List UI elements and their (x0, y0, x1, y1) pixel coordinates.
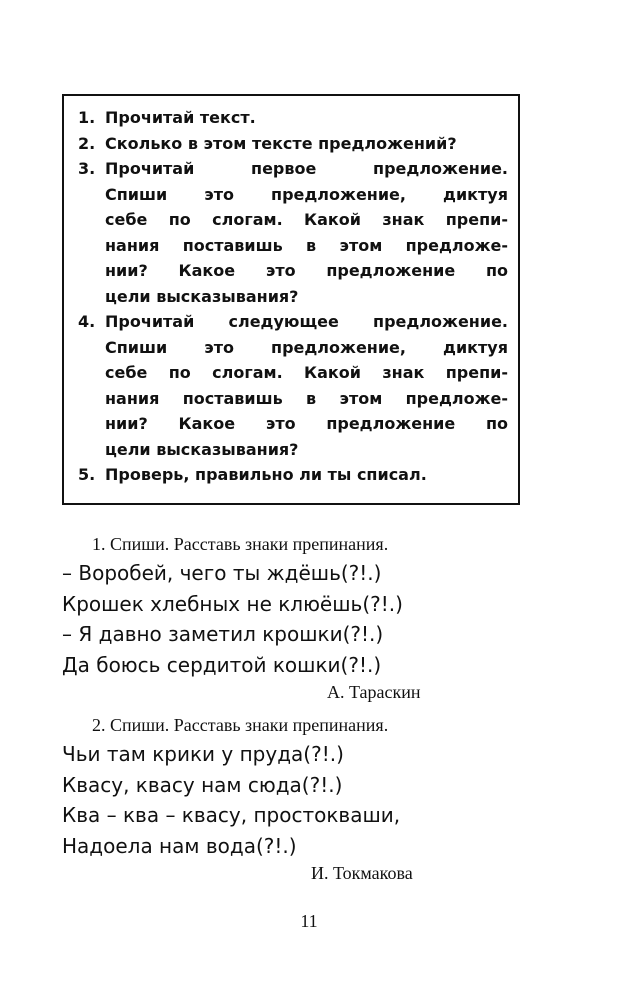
instruction-line: Спиши это предложение, диктуя (105, 184, 508, 204)
poem-line: – Воробей, чего ты ждёшь(?!.) (62, 561, 382, 585)
instruction-line: Сколько в этом тексте предложений? (105, 133, 457, 153)
poem-line: Да боюсь сердитой кошки(?!.) (62, 652, 382, 677)
poem-line: Квасу, квасу нам сюда(?!.) (62, 772, 343, 797)
instruction-item (78, 462, 508, 488)
instruction-line: Спиши это предложение, диктуя (105, 337, 508, 357)
instruction-line: Прочитай следующее предложение. (105, 312, 508, 331)
exercise-title: 2. Спиши. Расставь знаки препинания. (92, 715, 389, 735)
poem-line: Надоела нам вода(?!.) (62, 833, 297, 858)
poem-line: Ква – ква – квасу, простокваши, (62, 803, 401, 827)
instruction-line: цели высказывания? (105, 439, 299, 459)
instruction-number: 4. (78, 312, 96, 331)
poem-line: Крошек хлебных не клюёшь(?!.) (62, 591, 403, 616)
instruction-line: нания поставишь в этом предложе- (105, 388, 508, 408)
exercise-title: 1. Спиши. Расставь знаки препинания. (92, 534, 389, 554)
instruction-line: нии? Какое это предложение по (105, 261, 508, 280)
instruction-line: Проверь, правильно ли ты списал. (105, 465, 427, 484)
poem-line: – Я давно заметил крошки(?!.) (62, 622, 384, 646)
poem-author: А. Тараскин (327, 682, 421, 702)
poem-author: И. Токмакова (311, 863, 413, 883)
instruction-item (78, 105, 508, 131)
poem (62, 558, 403, 680)
poem-line: Чьи там крики у пруда(?!.) (62, 742, 344, 766)
instruction-item (78, 131, 508, 157)
instruction-number: 2. (78, 133, 96, 153)
instructions-list (78, 105, 508, 488)
page-number: 11 (300, 911, 318, 931)
instruction-item (78, 156, 508, 309)
instruction-number: 3. (78, 159, 96, 178)
instructions-box (62, 94, 520, 505)
instruction-line: Прочитай текст. (105, 108, 256, 127)
instruction-line: себе по слогам. Какой знак препи- (105, 210, 508, 229)
instruction-line: себе по слогам. Какой знак препи- (105, 363, 508, 382)
instruction-number: 5. (78, 465, 96, 484)
instruction-line: нания поставишь в этом предложе- (105, 235, 508, 255)
instruction-line: цели высказывания? (105, 286, 299, 306)
instruction-line: нии? Какое это предложение по (105, 414, 508, 433)
instruction-number: 1. (78, 108, 96, 127)
instruction-line: Прочитай первое предложение. (105, 159, 508, 178)
poem (62, 739, 400, 861)
instruction-item (78, 309, 508, 462)
